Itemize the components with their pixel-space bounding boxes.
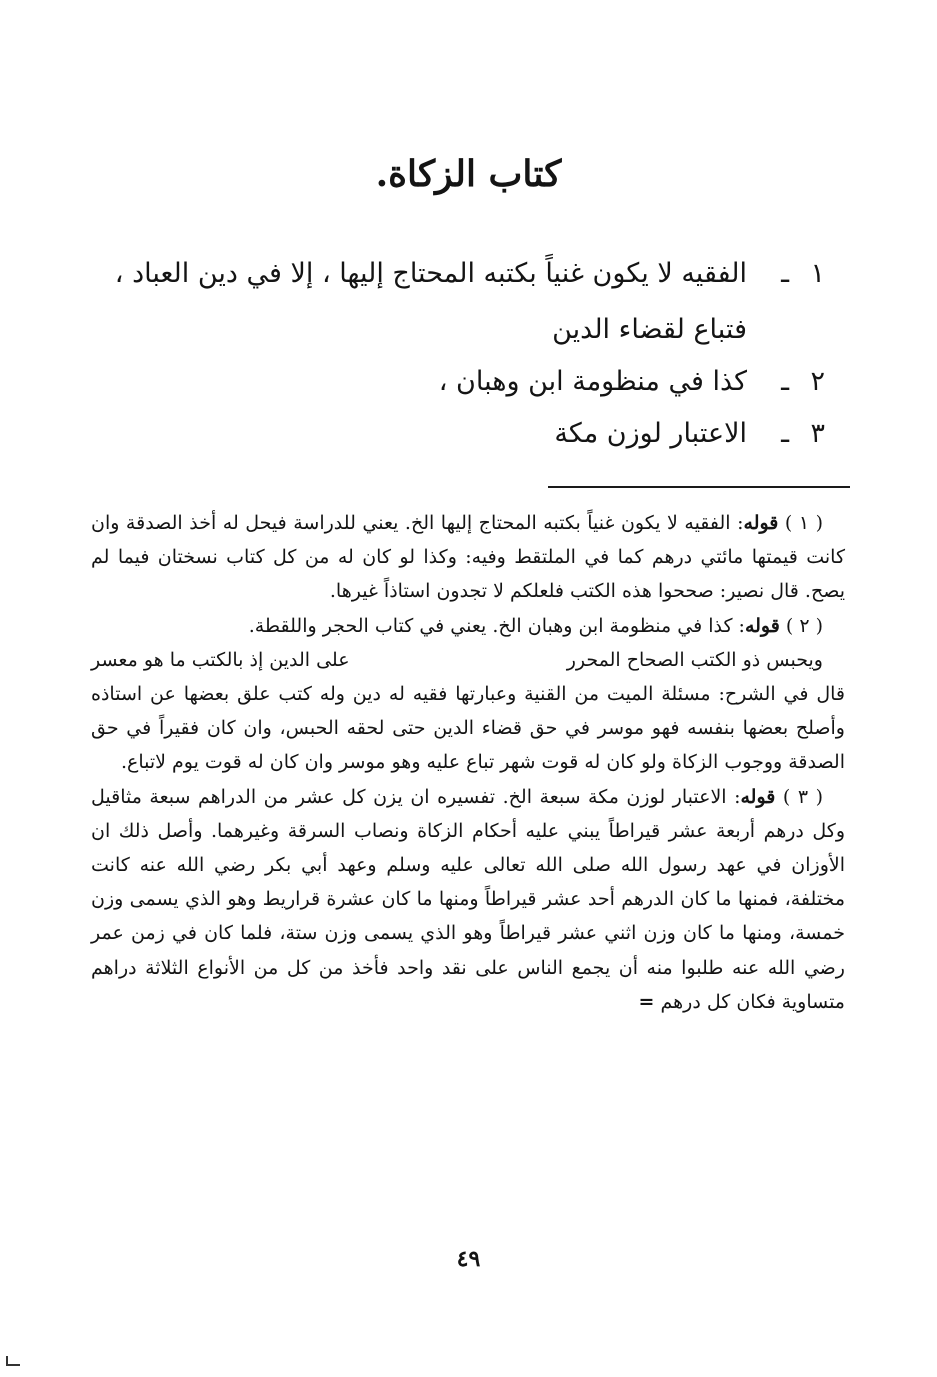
footnotes bbox=[91, 506, 845, 1019]
footnote-line: وهو الذي يسمى وزن ستة، فلما كان في زمن عمر رضي الله عنه طلبوا منه أن يجمع bbox=[91, 922, 845, 979]
footnote-marker: ( ٣ ) bbox=[782, 785, 823, 808]
footnote-line: موسر وان كان له قوت يوم لاتباع. bbox=[120, 751, 386, 774]
verse-dash: ـ bbox=[781, 258, 789, 289]
verse-text: الفقيه لا يكون غنياً بكتبه المحتاج إليها ، إلا في دين العباد ، bbox=[114, 258, 747, 289]
page-number: ٤٩ bbox=[456, 1246, 481, 1272]
footnote-2-commentary bbox=[91, 677, 845, 780]
continuation-mark: = bbox=[638, 990, 655, 1013]
poem-hemistich-2: على الدين إذ بالكتب ما هو معسر bbox=[91, 648, 350, 671]
footnote-line: : الاعتبار لوزن مكة سبعة الخ. تفسيره ان يزن كل عشر من الدراهم bbox=[197, 785, 741, 808]
footnote-separator bbox=[548, 486, 850, 488]
footnote-line: سبعة مثاقيل وكل درهم أربعة عشر قيراطاً يبني عليه أحكام الزكاة ونصاب السرقة bbox=[91, 785, 845, 842]
footnote-2 bbox=[91, 609, 845, 643]
verse-dash: ـ bbox=[781, 366, 789, 397]
footnote-keyword: قوله bbox=[744, 614, 780, 637]
verse-dash: ـ bbox=[781, 418, 789, 449]
verse-text: فتباع لقضاء الدين bbox=[552, 314, 747, 345]
footnote-line: أخذ الصدقة وان كانت قيمتها مائتي درهم كما في الملتقط وفيه: وكذا لو كان له من bbox=[91, 512, 845, 569]
footnote-line: كان عشرة قراريط وهو الذي يسمى وزن خمسة، ومنها ما كان وزن اثني عشر قيراطاً bbox=[91, 888, 845, 945]
footnote-line: أبي بكر رضي الله عنه كانت مختلفة، فمنها ما كان الدرهم أحد عشر قيراطاً ومنها ما bbox=[91, 854, 845, 911]
footnote-keyword: قوله bbox=[740, 785, 776, 808]
footnote-marker: ( ٢ ) bbox=[785, 614, 823, 637]
footnote-line: كان فقيراً في حق الصدقة ووجوب الزكاة ولو كان له قوت شهر تباع عليه وهو bbox=[91, 717, 845, 774]
verse-number: ٢ bbox=[810, 366, 825, 397]
footnote-line: : كذا في منظومة ابن وهبان الخ. يعني في كتاب الحجر واللقطة. bbox=[248, 614, 745, 637]
verse-number: ١ bbox=[810, 258, 825, 289]
verse-text: كذا في منظومة ابن وهبان ، bbox=[438, 366, 747, 397]
verse-number: ٣ bbox=[810, 418, 825, 449]
poem-hemistich-1: ويحبس ذو الكتب الصحاح المحرر bbox=[566, 648, 823, 671]
footnote-3 bbox=[91, 780, 845, 1019]
verse-text: الاعتبار لوزن مكة bbox=[554, 418, 747, 449]
footnote-line: كل كتاب نسختان فيما لم يصح. قال نصير: صححوا هذه الكتب فلعلكم لا تجدون bbox=[91, 546, 845, 603]
poem-verse bbox=[91, 643, 845, 677]
footnote-1 bbox=[91, 506, 845, 609]
page-title: كتاب الزكاة. bbox=[375, 153, 562, 195]
footnote-keyword: قوله bbox=[743, 512, 779, 534]
footnote-line: الناس على نقد واحد فأخذ من كل من الأنواع الثلاثة دراهم متساوية فكان كل درهم bbox=[91, 956, 845, 1013]
footnote-line: وغيرهما. وأصل ذلك ان الأوزان في عهد رسول الله صلى الله تعالى عليه وسلم وعهد bbox=[91, 819, 845, 877]
footnote-marker: ( ١ ) bbox=[784, 512, 824, 534]
scan-corner-mark bbox=[6, 1356, 20, 1366]
footnote-line: استاذه وأصلح بعضها بنفسه فهو موسر في حق قضاء الدين حتى لحقه الحبس، وان bbox=[91, 683, 845, 740]
footnote-line: : الفقيه لا يكون غنياً بكتبه المحتاج إليها الخ. يعني للدراسة فيحل له bbox=[222, 512, 744, 534]
footnote-line: استاذاً غيرها. bbox=[329, 580, 431, 603]
footnote-line: قال في الشرح: مسئلة الميت من القنية وعبارتها فقيه له دين وله كتب علق بعضها عن bbox=[150, 683, 845, 706]
